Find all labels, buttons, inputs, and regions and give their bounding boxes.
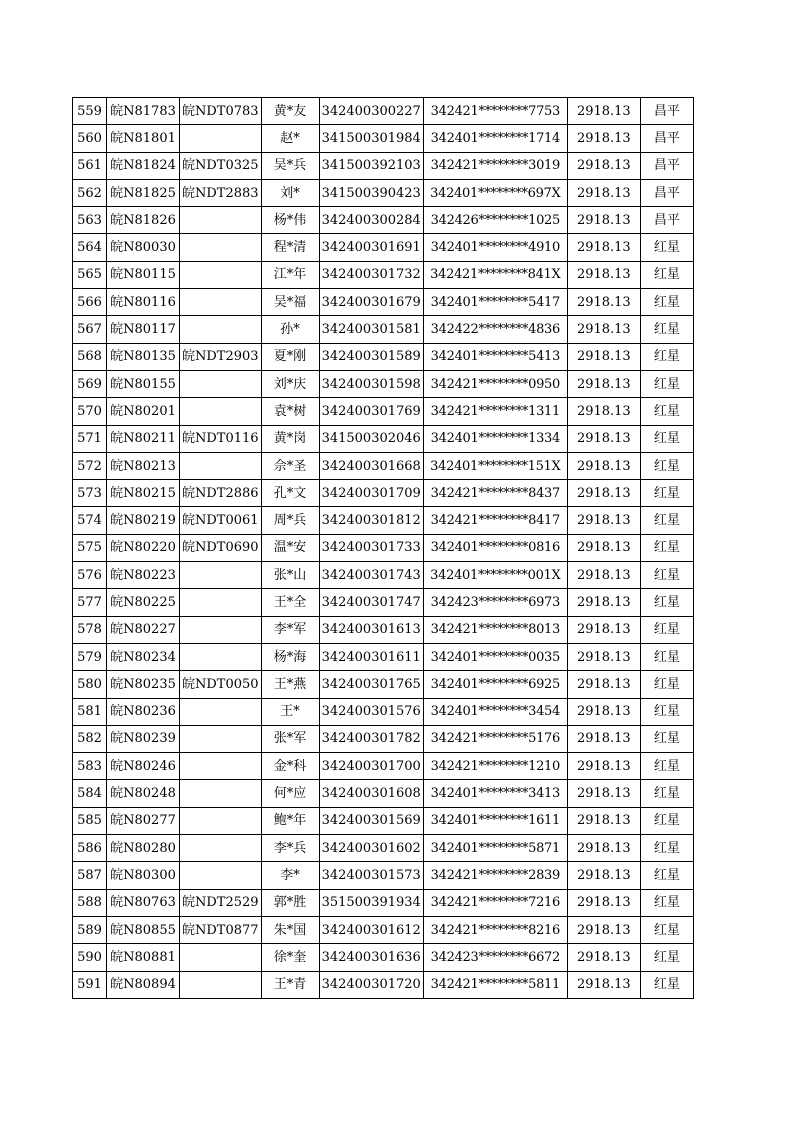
- ndt-number-cell: [180, 452, 262, 479]
- location-cell: 红星: [640, 452, 693, 479]
- id-number-cell: 342401********5417: [423, 289, 567, 316]
- ndt-number-cell: [180, 125, 262, 152]
- location-cell: 红星: [640, 507, 693, 534]
- ndt-number-cell: 皖NDT0325: [180, 152, 262, 179]
- amount-cell: 2918.13: [567, 152, 640, 179]
- plate-number-cell: 皖N81825: [107, 179, 180, 206]
- id-number-cell: 342401********0816: [423, 534, 567, 561]
- ndt-number-cell: 皖NDT0116: [180, 425, 262, 452]
- ndt-number-cell: 皖NDT0690: [180, 534, 262, 561]
- plate-number-cell: 皖N80881: [107, 944, 180, 971]
- amount-cell: 2918.13: [567, 889, 640, 916]
- account-number-cell: 342400301720: [319, 971, 423, 998]
- row-number-cell: 567: [73, 316, 107, 343]
- location-cell: 红星: [640, 753, 693, 780]
- ndt-number-cell: [180, 370, 262, 397]
- id-number-cell: 342423********6672: [423, 944, 567, 971]
- plate-number-cell: 皖N80211: [107, 425, 180, 452]
- account-number-cell: 342400300227: [319, 98, 423, 125]
- table-row: [73, 698, 694, 725]
- row-number-cell: 590: [73, 944, 107, 971]
- table-row: [73, 152, 694, 179]
- account-number-cell: 342400301598: [319, 370, 423, 397]
- location-cell: 红星: [640, 261, 693, 288]
- row-number-cell: 589: [73, 916, 107, 943]
- account-number-cell: 341500301984: [319, 125, 423, 152]
- amount-cell: 2918.13: [567, 125, 640, 152]
- account-number-cell: 351500391934: [319, 889, 423, 916]
- ndt-number-cell: [180, 753, 262, 780]
- name-cell: 袁*树: [261, 398, 319, 425]
- account-number-cell: 342400301569: [319, 807, 423, 834]
- name-cell: 孙*: [261, 316, 319, 343]
- account-number-cell: 342400301608: [319, 780, 423, 807]
- account-number-cell: 342400301611: [319, 643, 423, 670]
- ndt-number-cell: 皖NDT0877: [180, 916, 262, 943]
- amount-cell: 2918.13: [567, 562, 640, 589]
- ndt-number-cell: 皖NDT2886: [180, 480, 262, 507]
- location-cell: 红星: [640, 643, 693, 670]
- table-row: [73, 725, 694, 752]
- account-number-cell: 341500392103: [319, 152, 423, 179]
- amount-cell: 2918.13: [567, 698, 640, 725]
- records-table: [72, 97, 694, 999]
- account-number-cell: 342400301573: [319, 862, 423, 889]
- row-number-cell: 588: [73, 889, 107, 916]
- table-row: [73, 125, 694, 152]
- id-number-cell: 342421********1311: [423, 398, 567, 425]
- account-number-cell: 342400301709: [319, 480, 423, 507]
- location-cell: 红星: [640, 480, 693, 507]
- plate-number-cell: 皖N80855: [107, 916, 180, 943]
- id-number-cell: 342421********7753: [423, 98, 567, 125]
- row-number-cell: 574: [73, 507, 107, 534]
- name-cell: 何*应: [261, 780, 319, 807]
- plate-number-cell: 皖N80234: [107, 643, 180, 670]
- amount-cell: 2918.13: [567, 916, 640, 943]
- id-number-cell: 342401********1334: [423, 425, 567, 452]
- table-row: [73, 753, 694, 780]
- table-row: [73, 671, 694, 698]
- table-row: [73, 534, 694, 561]
- ndt-number-cell: 皖NDT2529: [180, 889, 262, 916]
- row-number-cell: 573: [73, 480, 107, 507]
- plate-number-cell: 皖N80155: [107, 370, 180, 397]
- amount-cell: 2918.13: [567, 480, 640, 507]
- row-number-cell: 571: [73, 425, 107, 452]
- amount-cell: 2918.13: [567, 753, 640, 780]
- name-cell: 李*兵: [261, 835, 319, 862]
- plate-number-cell: 皖N80894: [107, 971, 180, 998]
- table-row: [73, 889, 694, 916]
- id-number-cell: 342421********8216: [423, 916, 567, 943]
- amount-cell: 2918.13: [567, 971, 640, 998]
- row-number-cell: 561: [73, 152, 107, 179]
- account-number-cell: 342400301679: [319, 289, 423, 316]
- plate-number-cell: 皖N80201: [107, 398, 180, 425]
- name-cell: 吴*福: [261, 289, 319, 316]
- account-number-cell: 342400301668: [319, 452, 423, 479]
- id-number-cell: 342423********6973: [423, 589, 567, 616]
- row-number-cell: 585: [73, 807, 107, 834]
- id-number-cell: 342421********841X: [423, 261, 567, 288]
- account-number-cell: 341500390423: [319, 179, 423, 206]
- location-cell: 红星: [640, 862, 693, 889]
- location-cell: 昌平: [640, 152, 693, 179]
- amount-cell: 2918.13: [567, 289, 640, 316]
- location-cell: 红星: [640, 343, 693, 370]
- plate-number-cell: 皖N80215: [107, 480, 180, 507]
- location-cell: 昌平: [640, 98, 693, 125]
- name-cell: 黄*岗: [261, 425, 319, 452]
- id-number-cell: 342421********8437: [423, 480, 567, 507]
- plate-number-cell: 皖N80117: [107, 316, 180, 343]
- plate-number-cell: 皖N80225: [107, 589, 180, 616]
- id-number-cell: 342422********4836: [423, 316, 567, 343]
- name-cell: 张*军: [261, 725, 319, 752]
- account-number-cell: 342400301769: [319, 398, 423, 425]
- ndt-number-cell: 皖NDT0783: [180, 98, 262, 125]
- amount-cell: 2918.13: [567, 780, 640, 807]
- ndt-number-cell: [180, 807, 262, 834]
- row-number-cell: 559: [73, 98, 107, 125]
- amount-cell: 2918.13: [567, 944, 640, 971]
- amount-cell: 2918.13: [567, 316, 640, 343]
- table-row: [73, 480, 694, 507]
- row-number-cell: 576: [73, 562, 107, 589]
- plate-number-cell: 皖N81826: [107, 207, 180, 234]
- ndt-number-cell: [180, 207, 262, 234]
- account-number-cell: 342400301812: [319, 507, 423, 534]
- name-cell: 王*青: [261, 971, 319, 998]
- row-number-cell: 579: [73, 643, 107, 670]
- location-cell: 红星: [640, 698, 693, 725]
- id-number-cell: 342421********1210: [423, 753, 567, 780]
- amount-cell: 2918.13: [567, 343, 640, 370]
- location-cell: 红星: [640, 889, 693, 916]
- plate-number-cell: 皖N80219: [107, 507, 180, 534]
- id-number-cell: 342401********5871: [423, 835, 567, 862]
- ndt-number-cell: [180, 698, 262, 725]
- id-number-cell: 342421********7216: [423, 889, 567, 916]
- name-cell: 李*军: [261, 616, 319, 643]
- plate-number-cell: 皖N80236: [107, 698, 180, 725]
- plate-number-cell: 皖N81801: [107, 125, 180, 152]
- plate-number-cell: 皖N80300: [107, 862, 180, 889]
- plate-number-cell: 皖N80030: [107, 234, 180, 261]
- table-row: [73, 971, 694, 998]
- name-cell: 周*兵: [261, 507, 319, 534]
- amount-cell: 2918.13: [567, 835, 640, 862]
- table-row: [73, 343, 694, 370]
- table-row: [73, 370, 694, 397]
- id-number-cell: 342421********8013: [423, 616, 567, 643]
- id-number-cell: 342421********3019: [423, 152, 567, 179]
- amount-cell: 2918.13: [567, 179, 640, 206]
- plate-number-cell: 皖N80235: [107, 671, 180, 698]
- account-number-cell: 342400301576: [319, 698, 423, 725]
- account-number-cell: 342400301765: [319, 671, 423, 698]
- plate-number-cell: 皖N80248: [107, 780, 180, 807]
- ndt-number-cell: [180, 643, 262, 670]
- location-cell: 红星: [640, 971, 693, 998]
- row-number-cell: 565: [73, 261, 107, 288]
- row-number-cell: 586: [73, 835, 107, 862]
- account-number-cell: 342400300284: [319, 207, 423, 234]
- ndt-number-cell: [180, 289, 262, 316]
- table-row: [73, 234, 694, 261]
- name-cell: 金*科: [261, 753, 319, 780]
- location-cell: 红星: [640, 616, 693, 643]
- name-cell: 黄*友: [261, 98, 319, 125]
- amount-cell: 2918.13: [567, 398, 640, 425]
- plate-number-cell: 皖N80246: [107, 753, 180, 780]
- location-cell: 红星: [640, 425, 693, 452]
- name-cell: 孔*文: [261, 480, 319, 507]
- name-cell: 佘*圣: [261, 452, 319, 479]
- name-cell: 郭*胜: [261, 889, 319, 916]
- plate-number-cell: 皖N80135: [107, 343, 180, 370]
- location-cell: 红星: [640, 944, 693, 971]
- row-number-cell: 575: [73, 534, 107, 561]
- name-cell: 夏*刚: [261, 343, 319, 370]
- row-number-cell: 587: [73, 862, 107, 889]
- row-number-cell: 562: [73, 179, 107, 206]
- amount-cell: 2918.13: [567, 425, 640, 452]
- location-cell: 红星: [640, 534, 693, 561]
- id-number-cell: 342401********001X: [423, 562, 567, 589]
- row-number-cell: 570: [73, 398, 107, 425]
- table-row: [73, 780, 694, 807]
- amount-cell: 2918.13: [567, 261, 640, 288]
- location-cell: 昌平: [640, 125, 693, 152]
- table-row: [73, 289, 694, 316]
- table-row: [73, 916, 694, 943]
- location-cell: 红星: [640, 234, 693, 261]
- name-cell: 刘*: [261, 179, 319, 206]
- location-cell: 红星: [640, 807, 693, 834]
- location-cell: 红星: [640, 671, 693, 698]
- row-number-cell: 584: [73, 780, 107, 807]
- name-cell: 王*燕: [261, 671, 319, 698]
- plate-number-cell: 皖N81824: [107, 152, 180, 179]
- ndt-number-cell: [180, 562, 262, 589]
- name-cell: 徐*奎: [261, 944, 319, 971]
- ndt-number-cell: [180, 835, 262, 862]
- name-cell: 杨*海: [261, 643, 319, 670]
- id-number-cell: 342401********3413: [423, 780, 567, 807]
- table-row: [73, 589, 694, 616]
- row-number-cell: 577: [73, 589, 107, 616]
- ndt-number-cell: [180, 589, 262, 616]
- amount-cell: 2918.13: [567, 534, 640, 561]
- account-number-cell: 342400301700: [319, 753, 423, 780]
- amount-cell: 2918.13: [567, 643, 640, 670]
- name-cell: 王*全: [261, 589, 319, 616]
- table-row: [73, 562, 694, 589]
- account-number-cell: 342400301581: [319, 316, 423, 343]
- table-row: [73, 316, 694, 343]
- table-row: [73, 507, 694, 534]
- name-cell: 王*: [261, 698, 319, 725]
- table-row: [73, 807, 694, 834]
- name-cell: 温*安: [261, 534, 319, 561]
- account-number-cell: 342400301747: [319, 589, 423, 616]
- ndt-number-cell: [180, 971, 262, 998]
- id-number-cell: 342401********1611: [423, 807, 567, 834]
- plate-number-cell: 皖N80277: [107, 807, 180, 834]
- amount-cell: 2918.13: [567, 507, 640, 534]
- ndt-number-cell: [180, 398, 262, 425]
- table-row: [73, 261, 694, 288]
- table-row: [73, 862, 694, 889]
- row-number-cell: 591: [73, 971, 107, 998]
- ndt-number-cell: [180, 725, 262, 752]
- id-number-cell: 342421********5176: [423, 725, 567, 752]
- row-number-cell: 578: [73, 616, 107, 643]
- plate-number-cell: 皖N80116: [107, 289, 180, 316]
- location-cell: 红星: [640, 398, 693, 425]
- location-cell: 红星: [640, 289, 693, 316]
- id-number-cell: 342401********4910: [423, 234, 567, 261]
- name-cell: 刘*庆: [261, 370, 319, 397]
- ndt-number-cell: 皖NDT2883: [180, 179, 262, 206]
- location-cell: 红星: [640, 780, 693, 807]
- amount-cell: 2918.13: [567, 807, 640, 834]
- id-number-cell: 342401********1714: [423, 125, 567, 152]
- amount-cell: 2918.13: [567, 452, 640, 479]
- id-number-cell: 342401********6925: [423, 671, 567, 698]
- row-number-cell: 581: [73, 698, 107, 725]
- id-number-cell: 342421********2839: [423, 862, 567, 889]
- table-row: [73, 835, 694, 862]
- amount-cell: 2918.13: [567, 725, 640, 752]
- account-number-cell: 342400301691: [319, 234, 423, 261]
- location-cell: 昌平: [640, 207, 693, 234]
- ndt-number-cell: [180, 316, 262, 343]
- ndt-number-cell: [180, 261, 262, 288]
- account-number-cell: 341500302046: [319, 425, 423, 452]
- account-number-cell: 342400301612: [319, 916, 423, 943]
- id-number-cell: 342421********5811: [423, 971, 567, 998]
- table-row: [73, 207, 694, 234]
- table-row: [73, 179, 694, 206]
- account-number-cell: 342400301732: [319, 261, 423, 288]
- id-number-cell: 342401********151X: [423, 452, 567, 479]
- amount-cell: 2918.13: [567, 234, 640, 261]
- ndt-number-cell: [180, 944, 262, 971]
- id-number-cell: 342426********1025: [423, 207, 567, 234]
- amount-cell: 2918.13: [567, 671, 640, 698]
- plate-number-cell: 皖N80115: [107, 261, 180, 288]
- plate-number-cell: 皖N80763: [107, 889, 180, 916]
- row-number-cell: 566: [73, 289, 107, 316]
- location-cell: 红星: [640, 725, 693, 752]
- table-body: [73, 98, 694, 999]
- amount-cell: 2918.13: [567, 862, 640, 889]
- table-row: [73, 616, 694, 643]
- ndt-number-cell: [180, 780, 262, 807]
- location-cell: 红星: [640, 916, 693, 943]
- name-cell: 江*年: [261, 261, 319, 288]
- account-number-cell: 342400301613: [319, 616, 423, 643]
- plate-number-cell: 皖N80213: [107, 452, 180, 479]
- name-cell: 鲍*年: [261, 807, 319, 834]
- ndt-number-cell: 皖NDT0061: [180, 507, 262, 534]
- row-number-cell: 580: [73, 671, 107, 698]
- row-number-cell: 560: [73, 125, 107, 152]
- name-cell: 李*: [261, 862, 319, 889]
- account-number-cell: 342400301602: [319, 835, 423, 862]
- name-cell: 朱*国: [261, 916, 319, 943]
- name-cell: 杨*伟: [261, 207, 319, 234]
- row-number-cell: 563: [73, 207, 107, 234]
- account-number-cell: 342400301733: [319, 534, 423, 561]
- table-row: [73, 452, 694, 479]
- row-number-cell: 568: [73, 343, 107, 370]
- table-row: [73, 944, 694, 971]
- plate-number-cell: 皖N80280: [107, 835, 180, 862]
- ndt-number-cell: [180, 616, 262, 643]
- row-number-cell: 572: [73, 452, 107, 479]
- location-cell: 红星: [640, 562, 693, 589]
- row-number-cell: 564: [73, 234, 107, 261]
- plate-number-cell: 皖N81783: [107, 98, 180, 125]
- account-number-cell: 342400301589: [319, 343, 423, 370]
- id-number-cell: 342401********0035: [423, 643, 567, 670]
- name-cell: 吴*兵: [261, 152, 319, 179]
- amount-cell: 2918.13: [567, 589, 640, 616]
- account-number-cell: 342400301743: [319, 562, 423, 589]
- amount-cell: 2918.13: [567, 207, 640, 234]
- ndt-number-cell: 皖NDT2903: [180, 343, 262, 370]
- name-cell: 程*清: [261, 234, 319, 261]
- ndt-number-cell: [180, 234, 262, 261]
- id-number-cell: 342421********8417: [423, 507, 567, 534]
- plate-number-cell: 皖N80220: [107, 534, 180, 561]
- id-number-cell: 342401********697X: [423, 179, 567, 206]
- row-number-cell: 583: [73, 753, 107, 780]
- id-number-cell: 342401********3454: [423, 698, 567, 725]
- ndt-number-cell: [180, 862, 262, 889]
- plate-number-cell: 皖N80227: [107, 616, 180, 643]
- amount-cell: 2918.13: [567, 98, 640, 125]
- location-cell: 红星: [640, 316, 693, 343]
- amount-cell: 2918.13: [567, 370, 640, 397]
- name-cell: 张*山: [261, 562, 319, 589]
- id-number-cell: 342421********0950: [423, 370, 567, 397]
- location-cell: 红星: [640, 589, 693, 616]
- name-cell: 赵*: [261, 125, 319, 152]
- account-number-cell: 342400301636: [319, 944, 423, 971]
- ndt-number-cell: 皖NDT0050: [180, 671, 262, 698]
- table-row: [73, 398, 694, 425]
- plate-number-cell: 皖N80239: [107, 725, 180, 752]
- id-number-cell: 342401********5413: [423, 343, 567, 370]
- plate-number-cell: 皖N80223: [107, 562, 180, 589]
- table-row: [73, 425, 694, 452]
- location-cell: 昌平: [640, 179, 693, 206]
- table-row: [73, 98, 694, 125]
- location-cell: 红星: [640, 370, 693, 397]
- amount-cell: 2918.13: [567, 616, 640, 643]
- row-number-cell: 569: [73, 370, 107, 397]
- account-number-cell: 342400301782: [319, 725, 423, 752]
- location-cell: 红星: [640, 835, 693, 862]
- row-number-cell: 582: [73, 725, 107, 752]
- table-row: [73, 643, 694, 670]
